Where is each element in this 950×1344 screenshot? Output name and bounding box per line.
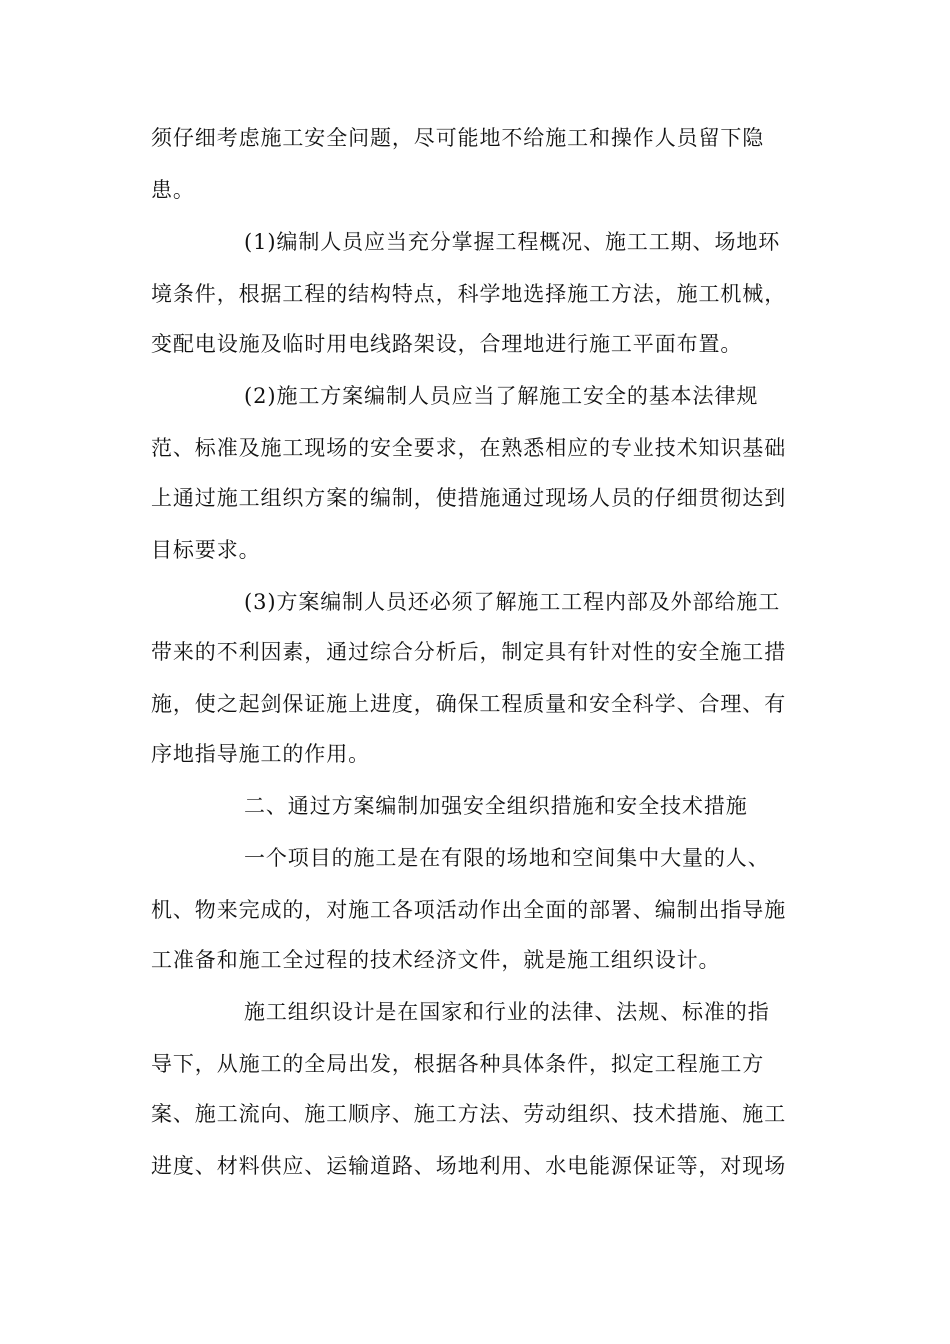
- text-line: 患。: [151, 178, 195, 202]
- text-line: 目标要求。: [151, 538, 261, 562]
- text-line: (1)编制人员应当充分掌握工程概况、施工工期、场地环: [244, 230, 781, 254]
- text-line: 带来的不利因素，通过综合分析后，制定具有针对性的安全施工措: [151, 640, 787, 664]
- text-line: 施工组织设计是在国家和行业的法律、法规、标准的指: [244, 1000, 770, 1024]
- text-line: 范、标准及施工现场的安全要求，在熟悉相应的专业技术知识基础: [151, 436, 787, 460]
- text-line: 序地指导施工的作用。: [151, 742, 370, 766]
- text-line: 施，使之起剑保证施上进度，确保工程质量和安全科学、合理、有: [151, 692, 787, 716]
- text-line: (2)施工方案编制人员应当了解施工安全的基本法律规: [244, 384, 759, 408]
- text-line: 案、施工流向、施工顺序、施工方法、劳动组织、技术措施、施工: [151, 1102, 787, 1126]
- text-line: 上通过施工组织方案的编制，使措施通过现场人员的仔细贯彻达到: [151, 486, 787, 510]
- text-line: 变配电设施及临时用电线路架设，合理地进行施工平面布置。: [151, 332, 743, 356]
- text-line: (3)方案编制人员还必须了解施工工程内部及外部给施工: [244, 590, 781, 614]
- text-line: 境条件，根据工程的结构特点，科学地选择施工方法，施工机械，: [151, 282, 787, 306]
- text-line: 机、物来完成的，对施工各项活动作出全面的部署、编制出指导施: [151, 898, 787, 922]
- text-line: 一个项目的施工是在有限的场地和空间集中大量的人、: [244, 846, 770, 870]
- text-line: 须仔细考虑施工安全问题，尽可能地不给施工和操作人员留下隐: [151, 126, 765, 150]
- text-line: 进度、材料供应、运输道路、场地利用、水电能源保证等，对现场: [151, 1154, 787, 1178]
- text-line: 导下，从施工的全局出发，根据各种具体条件，拟定工程施工方: [151, 1052, 765, 1076]
- section-heading: 二、通过方案编制加强安全组织措施和安全技术措施: [244, 794, 748, 818]
- text-line: 工准备和施工全过程的技术经济文件，就是施工组织设计。: [151, 948, 721, 972]
